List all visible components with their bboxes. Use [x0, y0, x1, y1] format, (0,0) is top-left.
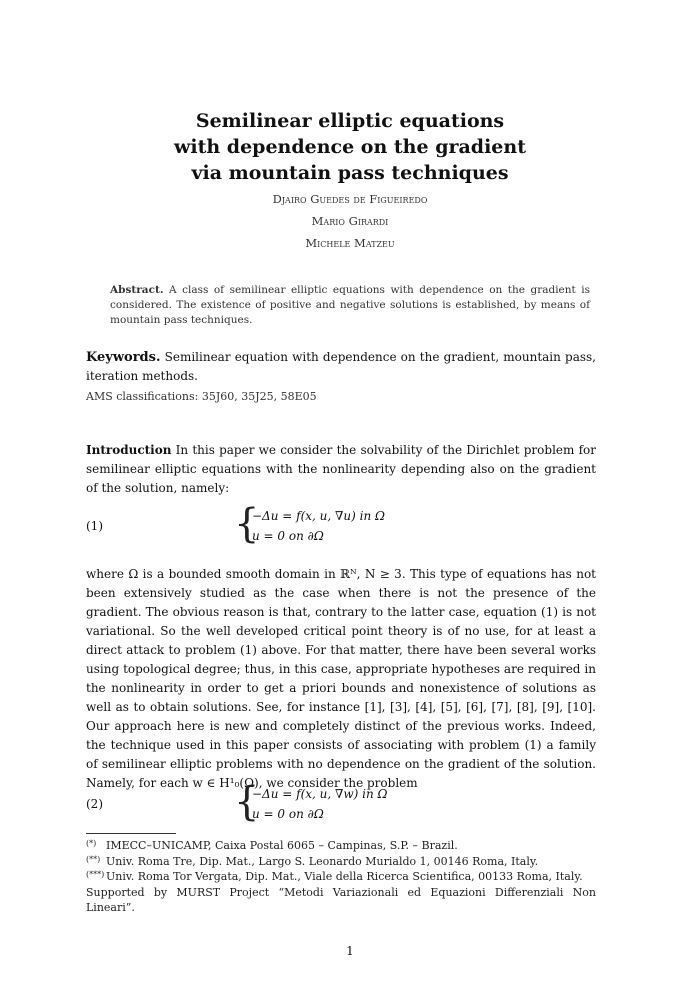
introduction-text: In this paper we consider the solvability of the Dirichlet problem for semilinear elliptic equations with the nonlinearity depending also on the gradient of the solution, namely: — [86, 443, 596, 495]
footnote-1-text: IMECC–UNICAMP, Caixa Postal 6065 – Campinas, S.P. – Brazil. — [106, 839, 458, 852]
introduction-paragraph — [86, 441, 596, 498]
footnote-3 — [86, 869, 596, 885]
title-line-1: Semilinear elliptic equations — [195, 110, 505, 132]
footnote-rule — [86, 833, 176, 834]
equation-1 — [86, 501, 596, 548]
abstract — [110, 283, 590, 328]
keywords — [86, 348, 596, 385]
footnotes — [86, 838, 596, 916]
title-line-3: via mountain pass techniques — [191, 162, 509, 184]
introduction-label: Introduction — [86, 443, 172, 457]
ams-classification: AMS classifications: 35J60, 35J25, 58E05 — [86, 390, 317, 403]
equation-1-line-2: u = 0 on ∂Ω — [252, 529, 324, 543]
keywords-text: Semilinear equation with dependence on the gradient, mountain pass, iteration methods. — [86, 350, 596, 383]
footnote-2 — [86, 854, 596, 870]
abstract-text: A class of semilinear elliptic equations with dependence on the gradient is considered. The existence of positive and negative solutions is established, by means of mountain pass techniques. — [110, 284, 591, 326]
equation-2-number: (2) — [86, 797, 103, 811]
footnote-3-text: Univ. Roma Tor Vergata, Dip. Mat., Viale della Ricerca Scientifica, 00133 Roma, Italy. — [106, 870, 583, 883]
author-1: Djairo Guedes de Figueiredo — [272, 192, 428, 206]
author-2: Mario Girardi — [311, 214, 389, 228]
keywords-label: Keywords. — [86, 350, 161, 365]
abstract-label: Abstract. — [110, 284, 164, 296]
page-number: 1 — [346, 944, 354, 958]
equation-1-number: (1) — [86, 519, 103, 533]
body-paragraph: where Ω is a bounded smooth domain in ℝᴺ, N ≥ 3. This type of equations has not been extensively studied as the case when there is not the presence of the gradient. The obvious reason is that, contrary to the latter case, equation (1) is not variational. So the well developed critical point theory is of no use, for at least a direct attack to problem (1) above. For that matter, there have been several works using topological degree; thus, in this case, appropriate hypotheses are required in the nonlinearity in order to get a priori bounds and nonexistence of solutions as well as to obtain solutions. See, for instance [1], [3], [4], [5], [6], [7], [8], [9], [10]. Our approach here is new and completely distinct of the previous works. Indeed, the technique used in this paper consists of associating with problem (1) a family of semilinear elliptic problems with no dependence on the gradient of the solution. Namely, for each w ∈ H¹₀(Ω), we consider the problem — [86, 567, 596, 790]
equation-2-line-1: −Δu = f(x, u, ∇w) in Ω — [252, 787, 388, 801]
equation-2-brace: { — [234, 779, 260, 825]
equation-1-brace: { — [234, 501, 260, 547]
footnote-2-text: Univ. Roma Tre, Dip. Mat., Largo S. Leonardo Murialdo 1, 00146 Roma, Italy. — [106, 854, 539, 868]
footnote-1-mark: (*) — [86, 839, 97, 848]
footnote-2-mark: (**) — [86, 854, 101, 864]
author-3: Michele Matzeu — [305, 236, 395, 250]
footnote-3-mark: (***) — [86, 870, 105, 879]
footnote-1 — [86, 838, 596, 854]
title-line-2: with dependence on the gradient — [174, 136, 526, 158]
equation-1-line-1: −Δu = f(x, u, ∇u) in Ω — [252, 509, 385, 523]
footnote-support — [86, 885, 596, 916]
equation-2 — [86, 779, 596, 826]
equation-2-line-2: u = 0 on ∂Ω — [252, 807, 324, 821]
footnote-support-text: Supported by MURST Project “Metodi Variazionali ed Equazioni Differenziali Non Lineari”. — [86, 885, 596, 914]
paper-title — [0, 108, 700, 186]
author-list — [0, 188, 700, 254]
